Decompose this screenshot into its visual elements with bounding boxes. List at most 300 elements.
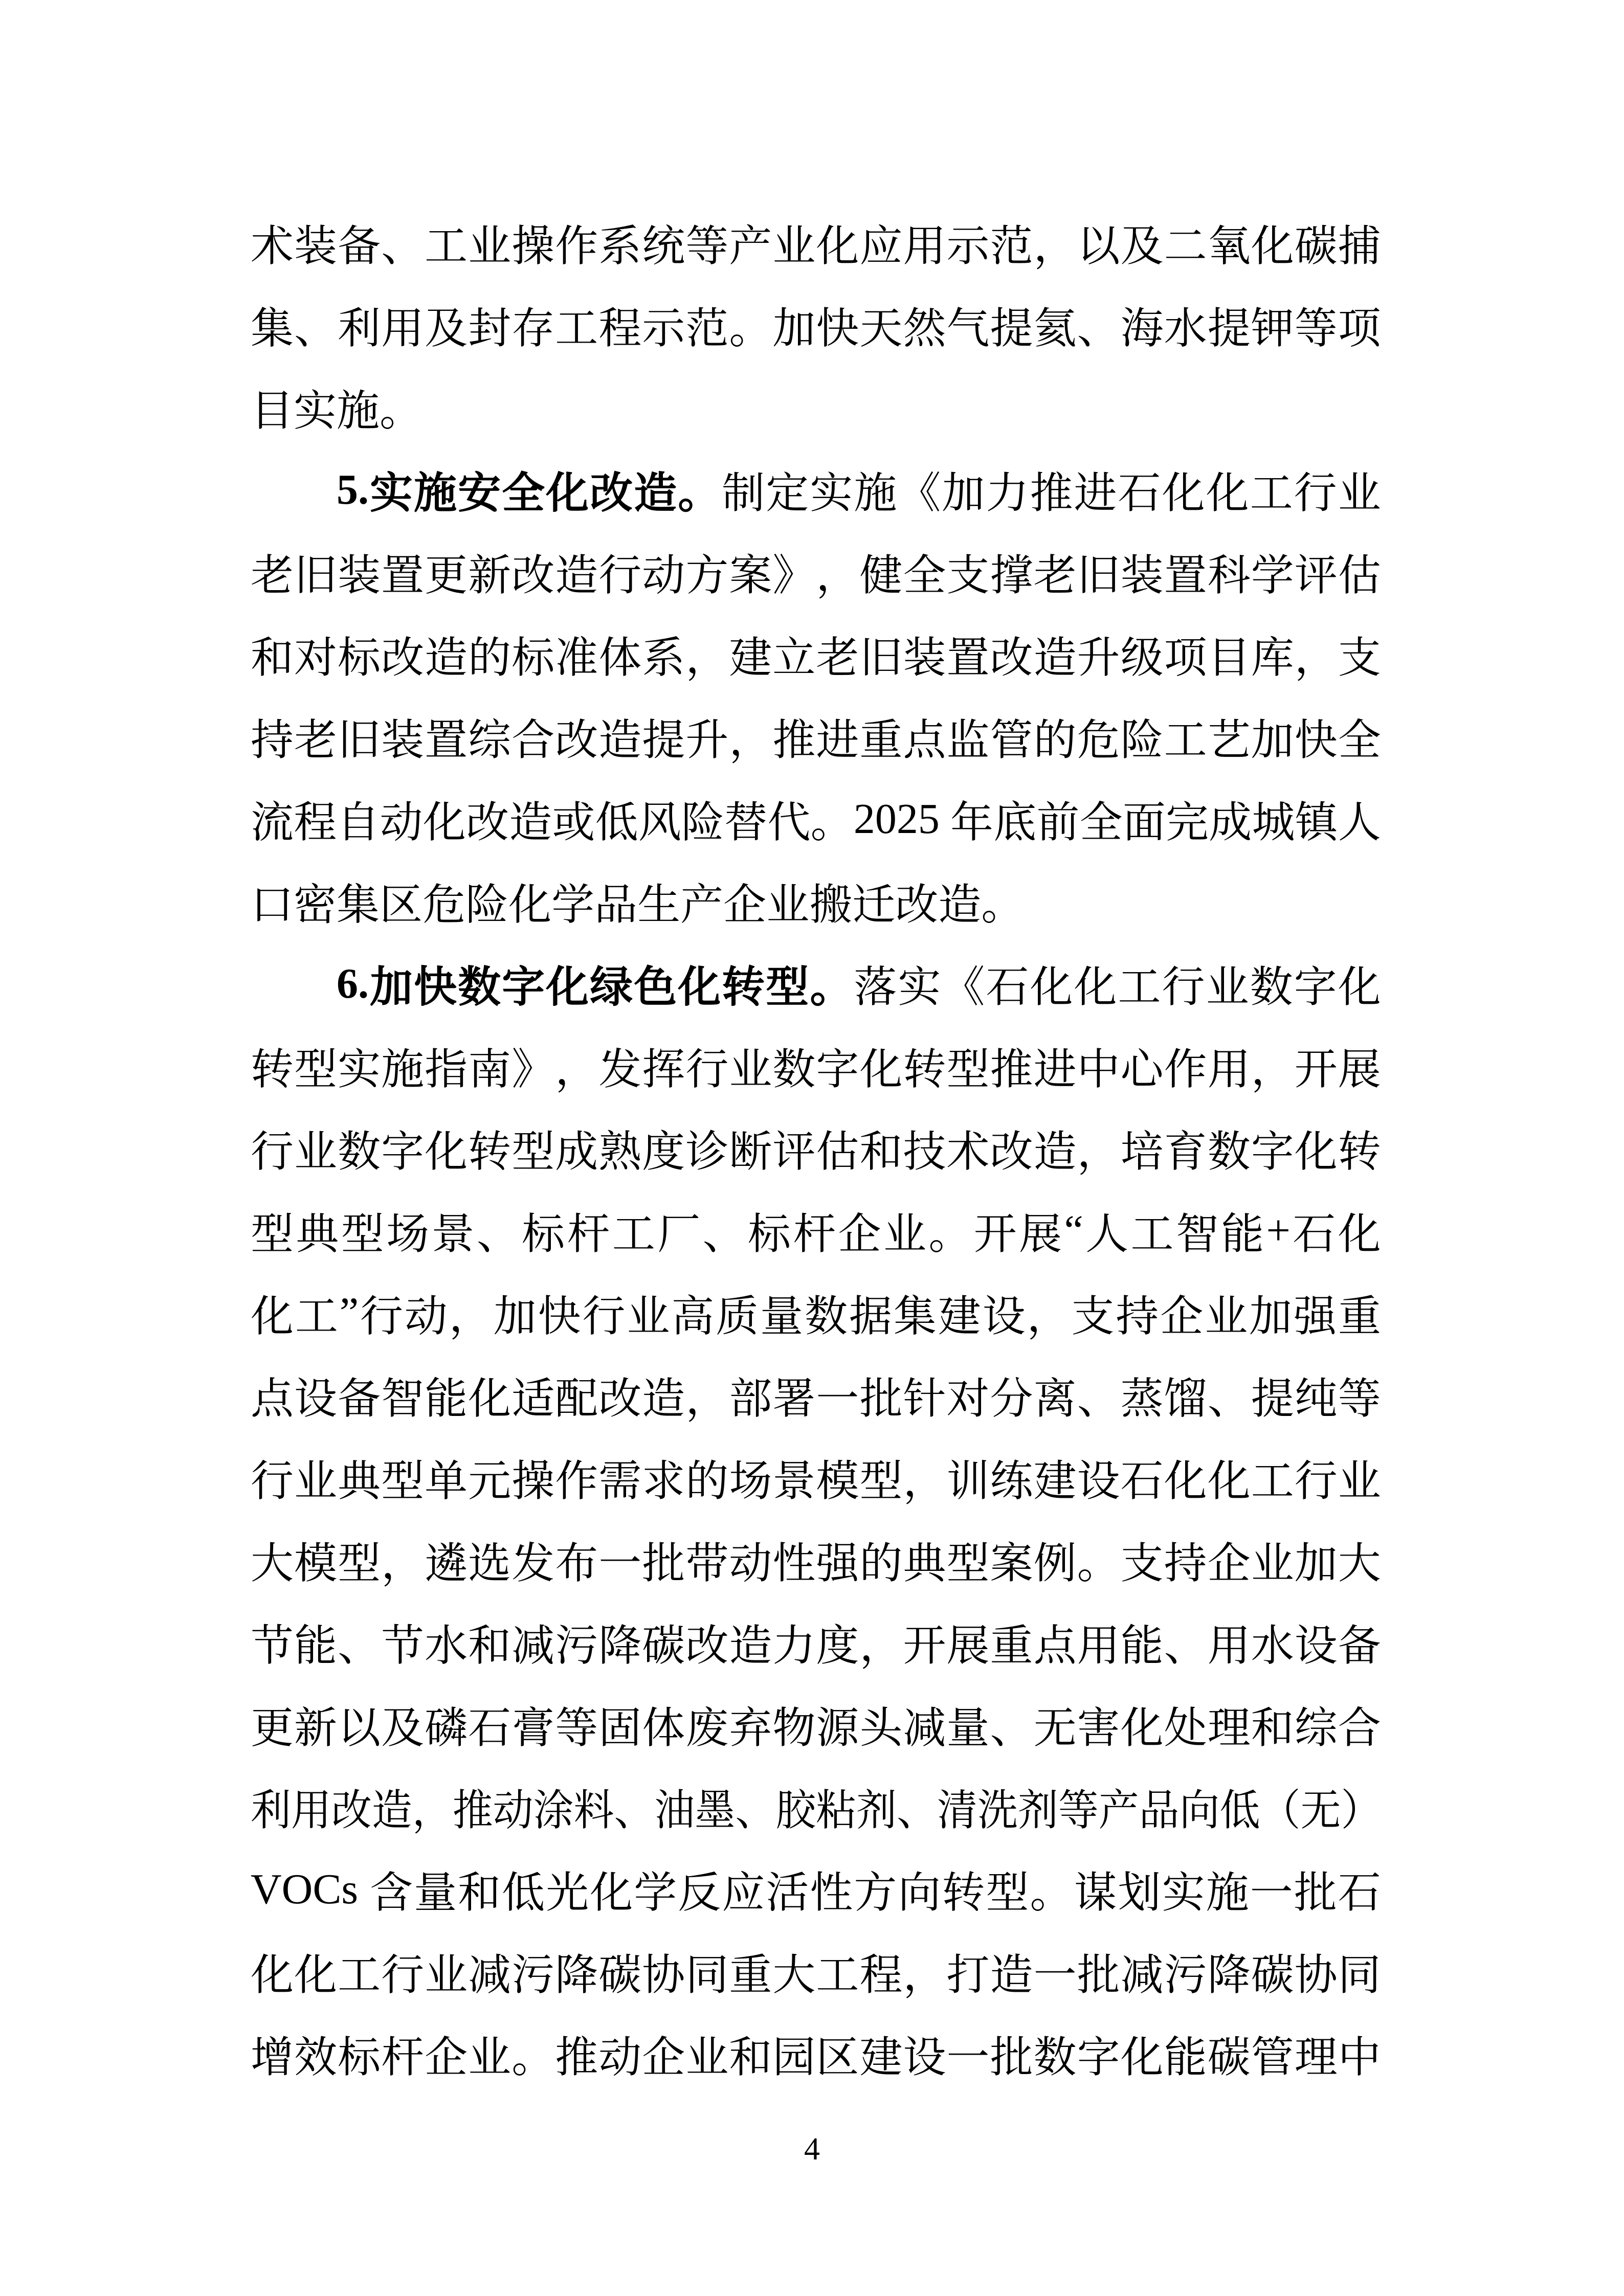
body-text-token: 废: [685, 1705, 729, 1752]
body-text-token: 系: [598, 223, 642, 271]
body-text-token: 老: [816, 635, 859, 682]
body-text-token: 搬: [809, 882, 853, 929]
body-text-token: 老: [294, 717, 338, 764]
body-text-token: 快: [538, 1293, 581, 1341]
body-text-token: 部: [729, 1376, 772, 1423]
body-text-token: 造: [729, 1623, 772, 1670]
body-text-token: 化: [1206, 470, 1249, 517]
body-text-token: 项: [1338, 305, 1381, 353]
body-text-token: 钾: [1251, 305, 1294, 353]
text-line: [251, 1272, 1381, 1354]
body-text-token: 剂: [1017, 1787, 1058, 1835]
body-text-token: 高: [671, 1293, 715, 1341]
body-text-token: 利: [338, 305, 381, 353]
body-text-token: 推: [990, 1046, 1033, 1094]
body-text-token: 学: [551, 882, 595, 929]
body-text-token: 发: [511, 1540, 555, 1588]
body-text-token: 典: [903, 1540, 946, 1588]
body-text-token: 建: [1033, 1458, 1077, 1505]
body-text-token: 污: [555, 1623, 598, 1670]
body-text-token: 行: [582, 1293, 626, 1341]
body-text-token: 配: [555, 1376, 598, 1423]
text-line: [251, 695, 1381, 778]
body-text-token: 旧: [338, 717, 381, 764]
body-text-token: 。: [511, 2034, 555, 2082]
body-text-token: ，: [859, 1623, 903, 1670]
body-text-token: 度: [816, 1623, 859, 1670]
body-text-token: 作: [1164, 1046, 1207, 1094]
body-text-token: 建: [729, 635, 772, 682]
body-text-token: 石: [1120, 1458, 1164, 1505]
body-text-token: 危: [422, 882, 466, 929]
body-text-token: 打: [946, 1952, 990, 1999]
body-text-token: 遴: [425, 1540, 468, 1588]
body-text-token: 动: [493, 1787, 533, 1835]
body-text-token: 自: [337, 799, 380, 847]
body-text-token: 数: [1250, 964, 1293, 1011]
body-text-token: 化: [251, 1952, 294, 1999]
body-text-token: ，: [903, 1952, 946, 1999]
body-text-token: 光: [546, 1870, 589, 1917]
body-text-token: 险: [465, 882, 509, 929]
body-text-token: 展: [1019, 1211, 1062, 1258]
body-text-token: 老: [1033, 552, 1077, 600]
body-text-token: 快: [1294, 717, 1338, 764]
body-text-token: 示: [946, 223, 990, 271]
body-text-token: 的: [468, 635, 511, 682]
body-text-token: 馏: [1164, 1376, 1207, 1423]
body-text-token: 施: [337, 388, 380, 435]
body-text-token: 设: [982, 1293, 1026, 1341]
body-text-token: 然: [903, 305, 946, 353]
body-text-token: 《: [942, 964, 985, 1011]
heading-text-token: 5.: [337, 466, 369, 513]
body-text-token: 量: [760, 1293, 804, 1341]
body-text-token: 化: [1162, 470, 1205, 517]
body-text-token: 工: [612, 1211, 655, 1258]
body-text-token: 支: [1338, 635, 1381, 682]
body-text-token: 行: [685, 1046, 729, 1094]
text-line: [251, 1354, 1381, 1436]
body-text-token: 以: [338, 1705, 381, 1752]
body-text-token: 改: [511, 552, 555, 600]
body-text-token: 设: [1294, 1623, 1338, 1670]
body-text-token: 的: [685, 1458, 729, 1505]
body-text-token: 支: [1071, 1293, 1115, 1341]
body-text-token: 批: [859, 1376, 903, 1423]
body-text-token: 造: [1033, 635, 1077, 682]
body-text-token: 化: [859, 1046, 903, 1094]
body-text-token: ，: [685, 635, 729, 682]
body-text-token: 需: [598, 1458, 642, 1505]
body-text-token: 景: [431, 1211, 475, 1258]
body-text-token: 等: [1058, 1787, 1099, 1835]
body-text-token: 用: [1077, 1623, 1120, 1670]
body-text-token: 危: [1077, 717, 1120, 764]
body-text-token: 洗: [977, 1787, 1018, 1835]
body-text-token: 提: [990, 305, 1033, 353]
body-text-token: 杆: [793, 1211, 836, 1258]
body-text-token: 学: [1251, 552, 1294, 600]
body-text-token: 支: [1120, 1540, 1164, 1588]
body-text-token: 推: [1030, 470, 1073, 517]
body-text-token: 生: [637, 882, 681, 929]
body-text-token: 风: [638, 799, 681, 847]
body-text-token: ，: [381, 1540, 425, 1588]
heading-text-token: 全: [502, 470, 545, 517]
body-text-token: 用: [1207, 1623, 1251, 1670]
body-text-token: 评: [1294, 552, 1338, 600]
body-text-token: 数: [805, 1293, 848, 1341]
body-text-token: 型: [251, 1211, 294, 1258]
body-text-token: 造: [555, 552, 598, 600]
body-text-token: ，: [1077, 1129, 1120, 1176]
body-text-token: 体: [598, 635, 642, 682]
body-text-token: 系: [642, 635, 685, 682]
body-text-token: 工: [555, 305, 598, 353]
body-text-token: 企: [1160, 1293, 1204, 1341]
body-text-token: 造: [990, 1952, 1033, 1999]
body-text-token: 开: [973, 1211, 1017, 1258]
body-text-token: 改: [555, 717, 598, 764]
body-text-token: 设: [1077, 1458, 1120, 1505]
body-text-token: 造: [642, 1376, 685, 1423]
text-line: [251, 1848, 1381, 1930]
body-text-token: 动: [729, 1540, 772, 1588]
heading-text-token: 转: [722, 964, 765, 1011]
body-text-token: 前: [1036, 799, 1080, 847]
body-text-token: 一: [1250, 1870, 1293, 1917]
body-text-token: 化: [425, 1129, 468, 1176]
body-text-token: 带: [685, 1540, 729, 1588]
body-text-token: 术: [251, 223, 294, 271]
body-text-token: 、: [1164, 1623, 1207, 1670]
body-text-token: 区: [380, 882, 423, 929]
body-text-token: 二: [1164, 223, 1207, 271]
body-text-token: 求: [642, 1458, 685, 1505]
body-text-token: 应: [859, 223, 903, 271]
body-text-token: 工: [338, 1952, 381, 1999]
body-text-token: 或: [552, 799, 595, 847]
body-text-token: 质: [716, 1293, 759, 1341]
heading-text-token: 绿: [590, 964, 633, 1011]
body-text-token: 展: [1338, 1046, 1381, 1094]
body-text-token: 场: [386, 1211, 430, 1258]
body-text-token: 、: [990, 1705, 1033, 1752]
body-text-token: 综: [1294, 1705, 1338, 1752]
body-text-token: 替: [724, 799, 768, 847]
body-text-token: 同: [685, 1952, 729, 1999]
body-text-token: 装: [1120, 552, 1164, 600]
body-text-token: 备: [338, 223, 381, 271]
body-text-token: 断: [729, 1129, 772, 1176]
body-text-token: 撑: [990, 552, 1033, 600]
body-text-token: 工: [425, 223, 468, 271]
body-text-token: 准: [555, 635, 598, 682]
body-text-token: 固: [598, 1705, 642, 1752]
body-text-token: 加: [1249, 1293, 1293, 1341]
body-text-token: VOCs: [251, 1865, 369, 1913]
body-text-token: 合: [1338, 1705, 1381, 1752]
body-text-token: 健: [859, 552, 903, 600]
body-text-token: 业: [1338, 470, 1381, 517]
body-text-token: 估: [1338, 552, 1381, 600]
body-text-token: 产: [680, 882, 724, 929]
body-text-token: 厂: [657, 1211, 701, 1258]
body-text-token: 元: [468, 1458, 511, 1505]
body-text-token: 业: [425, 1952, 468, 1999]
body-text-token: 镇: [1295, 799, 1338, 847]
body-text-token: 点: [1033, 1623, 1077, 1670]
body-text-token: 化: [1251, 223, 1294, 271]
body-text-token: 建: [859, 2034, 903, 2082]
body-text-token: 发: [598, 1046, 642, 1094]
body-text-token: 《: [898, 470, 941, 517]
body-text-token: 、: [294, 305, 338, 353]
body-text-token: 景: [772, 1458, 816, 1505]
heading-text-token: 化: [546, 470, 589, 517]
body-text-token: 底: [993, 799, 1037, 847]
body-text-token: 估: [816, 1129, 859, 1176]
body-text-token: 署: [772, 1376, 816, 1423]
heading-text-token: 数: [458, 964, 501, 1011]
body-text-token: ，: [903, 1458, 946, 1505]
body-text-token: 大: [1338, 1540, 1381, 1588]
body-text-token: 新: [468, 552, 511, 600]
body-text-token: 及: [1120, 223, 1164, 271]
body-text-token: 方: [685, 552, 729, 600]
body-text-token: 向: [1179, 1787, 1220, 1835]
body-text-token: 点: [903, 717, 946, 764]
heading-text-token: 字: [502, 964, 545, 1011]
body-text-token: 以: [1077, 223, 1120, 271]
body-text-token: 流: [251, 799, 294, 847]
body-text-token: 作: [555, 1458, 598, 1505]
body-text-token: 型: [946, 1046, 990, 1094]
body-text-token: 目: [1207, 635, 1251, 682]
body-text-token: 的: [1033, 717, 1077, 764]
body-text-token: 品: [1139, 1787, 1180, 1835]
body-text-token: 评: [772, 1129, 816, 1176]
body-text-token: 、: [1207, 1376, 1251, 1423]
body-text-token: 》: [772, 552, 816, 600]
body-text-token: 中: [1338, 2034, 1381, 2082]
page-number: 4: [804, 2132, 820, 2167]
text-line: [251, 1519, 1381, 1601]
body-text-token: 施: [854, 470, 897, 517]
body-text-token: 品: [594, 882, 638, 929]
body-text-token: 训: [946, 1458, 990, 1505]
body-text-token: 效: [294, 2034, 338, 2082]
body-text-token: 改: [381, 635, 425, 682]
body-text-token: 南: [468, 1046, 511, 1094]
body-text-token: 加: [1251, 717, 1294, 764]
body-text-token: 石: [1118, 470, 1161, 517]
body-text-token: 清: [937, 1787, 977, 1835]
heading-text-token: 实: [370, 470, 413, 517]
text-line: [251, 1601, 1381, 1683]
body-text-token: 标: [338, 635, 381, 682]
text-line: [251, 1189, 1381, 1272]
body-text-token: 城: [1252, 799, 1295, 847]
body-text-token: ”: [339, 1289, 359, 1337]
body-text-token: 化: [1030, 964, 1073, 1011]
body-text-token: 重: [859, 717, 903, 764]
body-text-token: 的: [859, 1540, 903, 1588]
body-text-token: ，: [1033, 223, 1077, 271]
body-text-token: 成: [555, 1129, 598, 1176]
body-text-token: 杆: [381, 2034, 425, 2082]
body-text-token: 典: [338, 1458, 381, 1505]
body-text-token: 2025: [853, 795, 950, 843]
body-text-token: 施: [1206, 1870, 1249, 1917]
body-text-token: 度: [642, 1129, 685, 1176]
heading-text-token: 型: [766, 964, 809, 1011]
body-text-token: 艺: [1207, 717, 1251, 764]
body-text-token: 反: [678, 1870, 721, 1917]
text-line: [251, 366, 1381, 448]
body-text-token: 持: [1164, 1540, 1207, 1588]
body-text-token: 产: [1098, 1787, 1139, 1835]
body-text-token: 化: [1164, 1458, 1207, 1505]
body-text-token: 定: [766, 470, 809, 517]
body-text-token: 工: [1250, 470, 1293, 517]
body-text-token: 推: [555, 2034, 598, 2082]
body-text-token: 升: [1077, 635, 1120, 682]
body-text-token: 数: [772, 1046, 816, 1094]
body-text-token: 和: [1251, 1705, 1294, 1752]
body-text-token: 程: [598, 305, 642, 353]
body-text-token: 业: [294, 1129, 338, 1176]
text-line: [251, 531, 1381, 613]
body-text-token: 持: [1116, 1293, 1159, 1341]
body-text-token: 造: [509, 799, 552, 847]
body-text-token: 方: [854, 1870, 897, 1917]
body-text-token: 诊: [685, 1129, 729, 1176]
body-text-token: 型: [381, 1458, 425, 1505]
body-text-token: 天: [859, 305, 903, 353]
body-text-token: 工: [1164, 717, 1207, 764]
body-text-token: 磷: [425, 1705, 468, 1752]
body-text-token: 。: [1077, 1540, 1120, 1588]
body-text-token: 能: [425, 1376, 468, 1423]
body-text-token: 化: [1074, 964, 1117, 1011]
body-text-token: 、: [1077, 1376, 1120, 1423]
body-text-token: 业: [468, 2034, 511, 2082]
text-line: [251, 1436, 1381, 1519]
body-text-token: 化: [251, 1293, 294, 1341]
body-text-token: 行: [360, 1293, 404, 1341]
body-text-token: 化: [1338, 964, 1381, 1011]
body-text-token: 氧: [1207, 223, 1251, 271]
body-text-token: 熟: [598, 1129, 642, 1176]
body-text-token: 剂: [856, 1787, 897, 1835]
body-text-token: 一: [816, 1376, 859, 1423]
body-text-token: 等: [685, 223, 729, 271]
body-text-token: 型: [946, 1540, 990, 1588]
body-text-token: 综: [468, 717, 511, 764]
body-text-token: 旧: [859, 635, 903, 682]
body-text-token: 字: [816, 1046, 859, 1094]
body-text-token: 设: [903, 2034, 946, 2082]
body-text-token: 低: [502, 1870, 545, 1917]
body-text-token: 改: [598, 1376, 642, 1423]
body-text-token: 管: [1251, 2034, 1294, 2082]
body-text-token: 气: [946, 305, 990, 353]
body-text-token: 密: [294, 882, 337, 929]
body-text-token: 快: [816, 305, 859, 353]
body-text-token: 水: [1251, 1623, 1294, 1670]
body-text-token: 水: [1164, 305, 1207, 353]
body-text-token: 向: [898, 1870, 941, 1917]
body-text-token: 标: [747, 1211, 791, 1258]
body-text-token: 装: [338, 552, 381, 600]
body-text-token: 转: [1338, 1129, 1381, 1176]
body-text-token: 型: [986, 1870, 1029, 1917]
body-text-token: 数: [1033, 2034, 1077, 2082]
heading-text-token: 化: [678, 964, 721, 1011]
body-text-token: 化: [590, 1870, 633, 1917]
body-text-token: 完: [1166, 799, 1209, 847]
body-text-token: 、: [897, 1787, 938, 1835]
body-text-token: 动: [404, 1293, 448, 1341]
body-text-token: 字: [1294, 964, 1337, 1011]
body-text-token: 水: [425, 1623, 468, 1670]
body-text-token: 污: [1164, 1952, 1207, 1999]
body-text-token: 同: [1338, 1952, 1381, 1999]
body-text-token: 和: [468, 1623, 511, 1670]
body-text-token: 加: [772, 305, 816, 353]
body-text-token: 重: [729, 1952, 772, 1999]
body-text-token: 单: [425, 1458, 468, 1505]
body-text-token: 膏: [511, 1705, 555, 1752]
body-text-token: ，: [449, 1293, 492, 1341]
body-text-token: 量: [946, 1705, 990, 1752]
body-text-token: 石: [1338, 1870, 1381, 1917]
body-text-token: 行: [251, 1129, 294, 1176]
body-text-token: 数: [338, 1129, 381, 1176]
body-text-token: 行: [381, 1952, 425, 1999]
body-text-token: 操: [511, 1458, 555, 1505]
body-text-token: 型: [341, 1211, 384, 1258]
body-text-token: 动: [642, 552, 685, 600]
body-text-token: 术: [946, 1129, 990, 1176]
body-text-token: 范: [990, 223, 1033, 271]
body-text-token: 装: [294, 223, 338, 271]
body-text-token: 建: [938, 1293, 981, 1341]
body-text-token: 批: [1077, 1952, 1120, 1999]
body-text-token: 存: [511, 305, 555, 353]
body-text-token: 碳: [1294, 223, 1338, 271]
text-line: [251, 284, 1381, 366]
body-text-token: 集: [893, 1293, 937, 1341]
body-text-token: 全: [1079, 799, 1123, 847]
body-text-token: 低: [595, 799, 638, 847]
body-text-token: 一: [1033, 1952, 1077, 1999]
body-text-token: 利: [251, 1787, 291, 1835]
body-text-token: 改: [331, 1787, 372, 1835]
body-text-token: 业: [772, 223, 816, 271]
body-text-token: 降: [1207, 1952, 1251, 1999]
body-text-token: 行: [598, 552, 642, 600]
body-text-token: 展: [946, 1623, 990, 1670]
body-text-token: 典: [296, 1211, 339, 1258]
body-text-token: ，: [685, 1376, 729, 1423]
body-text-token: 批: [642, 1540, 685, 1588]
body-text-token: 一: [598, 1540, 642, 1588]
body-text-token: ，: [729, 717, 772, 764]
body-text-token: 进: [1074, 470, 1117, 517]
